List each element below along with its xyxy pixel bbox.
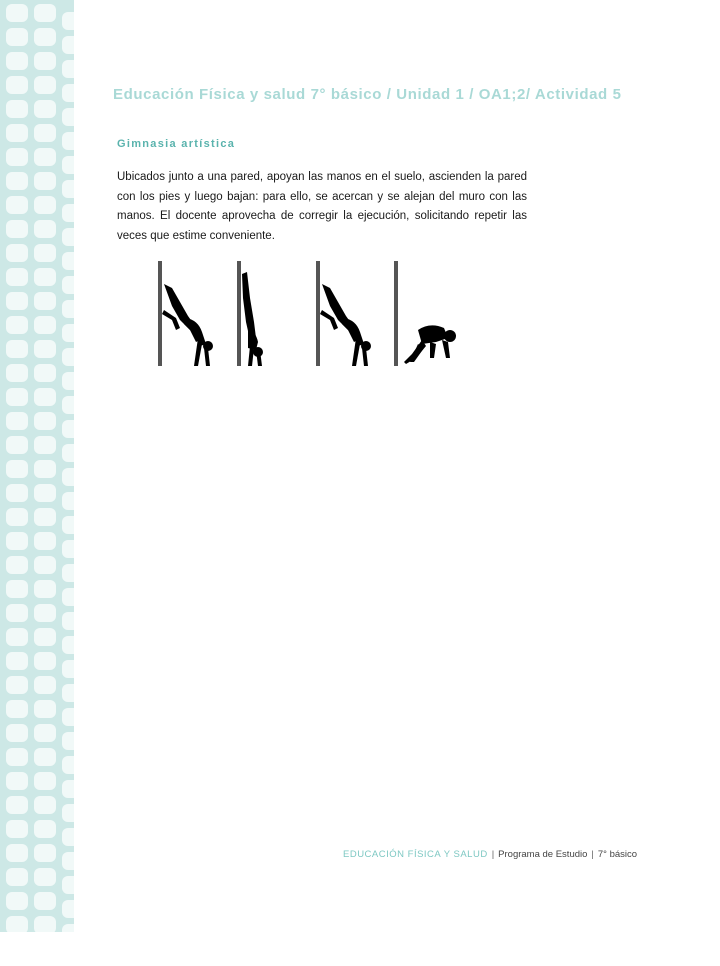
decorative-tile xyxy=(6,484,28,502)
decorative-tile xyxy=(34,220,56,238)
decorative-tile xyxy=(6,460,28,478)
decorative-tile xyxy=(62,924,84,942)
decorative-tile xyxy=(6,364,28,382)
decorative-tile xyxy=(6,244,28,262)
decorative-tile xyxy=(6,172,28,190)
decorative-tile xyxy=(62,636,84,654)
decorative-tile xyxy=(6,628,28,646)
decorative-tile xyxy=(34,316,56,334)
decorative-tile xyxy=(6,700,28,718)
decorative-tile xyxy=(62,276,84,294)
decorative-tile xyxy=(34,172,56,190)
decorative-tile xyxy=(34,460,56,478)
decorative-tile xyxy=(34,700,56,718)
decorative-tile xyxy=(62,372,84,390)
decorative-tile xyxy=(6,436,28,454)
decorative-tile xyxy=(34,676,56,694)
decorative-tile xyxy=(34,532,56,550)
decorative-tile xyxy=(6,796,28,814)
decorative-tile xyxy=(62,540,84,558)
decorative-tile xyxy=(6,772,28,790)
decorative-tile xyxy=(34,892,56,910)
decorative-tile xyxy=(62,900,84,918)
decorative-tile xyxy=(34,364,56,382)
decorative-tile xyxy=(34,28,56,46)
decorative-tile xyxy=(6,820,28,838)
decorative-tile xyxy=(34,652,56,670)
footer-subject: EDUCACIÓN FÍSICA Y SALUD xyxy=(343,849,488,860)
decorative-tile xyxy=(6,916,28,934)
decorative-tile xyxy=(34,148,56,166)
decorative-tile xyxy=(62,708,84,726)
decorative-tile xyxy=(62,732,84,750)
decorative-tile xyxy=(34,76,56,94)
decorative-tile xyxy=(34,844,56,862)
decorative-tile xyxy=(6,412,28,430)
decorative-tile xyxy=(6,148,28,166)
decorative-tile xyxy=(62,828,84,846)
gymnastics-illustration xyxy=(150,258,470,370)
decorative-tile xyxy=(6,388,28,406)
decorative-tile xyxy=(6,340,28,358)
decorative-tile xyxy=(62,444,84,462)
activity-description: Ubicados junto a una pared, apoyan las manos en el suelo, ascienden la pared con los pies y luego bajan: para ello, se acercan y se alejan del muro con las manos. El docente aprovecha de corregir la ejecución, solicitando repetir las veces que estime conveniente. xyxy=(117,171,527,242)
footer-grade: 7° básico xyxy=(597,849,638,860)
decorative-tile xyxy=(34,124,56,142)
wall-handstand-icon xyxy=(237,261,263,366)
decorative-tile xyxy=(6,76,28,94)
decorative-tile xyxy=(6,580,28,598)
decorative-tile xyxy=(62,468,84,486)
decorative-tile xyxy=(6,892,28,910)
decorative-tile xyxy=(34,292,56,310)
decorative-tile xyxy=(34,628,56,646)
decorative-tile xyxy=(6,268,28,286)
crouch-start-icon xyxy=(394,261,456,366)
decorative-tile xyxy=(6,844,28,862)
decorative-tile xyxy=(34,508,56,526)
decorative-tile xyxy=(62,348,84,366)
handstand-walk-up-icon xyxy=(158,261,213,366)
decorative-tile xyxy=(34,916,56,934)
decorative-tile xyxy=(34,484,56,502)
decorative-tile xyxy=(62,684,84,702)
decorative-tile xyxy=(34,748,56,766)
decorative-tile xyxy=(62,492,84,510)
decorative-tile xyxy=(62,588,84,606)
decorative-tile xyxy=(62,660,84,678)
handstand-walk-up-icon xyxy=(316,261,371,366)
decorative-tile xyxy=(62,324,84,342)
footer-program: Programa de Estudio xyxy=(498,849,588,860)
decorative-tile xyxy=(62,60,84,78)
decorative-tile xyxy=(34,340,56,358)
decorative-tile xyxy=(6,604,28,622)
decorative-tile xyxy=(62,756,84,774)
decorative-tile xyxy=(62,228,84,246)
decorative-tile xyxy=(34,4,56,22)
decorative-tile xyxy=(6,28,28,46)
decorative-tile xyxy=(62,156,84,174)
decorative-tile xyxy=(62,132,84,150)
footer-separator: | xyxy=(491,849,495,860)
decorative-tile xyxy=(62,12,84,30)
decorative-tile xyxy=(6,100,28,118)
decorative-tile xyxy=(34,724,56,742)
decorative-tile xyxy=(6,508,28,526)
decorative-tile xyxy=(6,868,28,886)
decorative-tile xyxy=(34,940,56,958)
decorative-tile xyxy=(62,396,84,414)
decorative-tile xyxy=(34,868,56,886)
decorative-tile xyxy=(6,724,28,742)
decorative-tile xyxy=(62,36,84,54)
decorative-tile xyxy=(34,388,56,406)
decorative-tile xyxy=(6,124,28,142)
decorative-tile xyxy=(62,420,84,438)
decorative-tile xyxy=(6,220,28,238)
decorative-tile xyxy=(34,52,56,70)
decorative-tile xyxy=(34,820,56,838)
decorative-tile xyxy=(62,300,84,318)
decorative-tile xyxy=(6,316,28,334)
decorative-tile xyxy=(6,940,28,958)
decorative-tile xyxy=(6,652,28,670)
decorative-tile xyxy=(62,804,84,822)
decorative-tile xyxy=(6,52,28,70)
decorative-tile xyxy=(6,556,28,574)
decorative-tile xyxy=(34,196,56,214)
page-footer xyxy=(343,849,637,860)
decorative-side-band xyxy=(0,0,74,932)
decorative-tile xyxy=(62,180,84,198)
decorative-tile xyxy=(34,100,56,118)
decorative-tile xyxy=(62,948,84,966)
decorative-tile xyxy=(6,196,28,214)
decorative-tile xyxy=(34,412,56,430)
decorative-tile xyxy=(62,852,84,870)
decorative-tile xyxy=(34,604,56,622)
decorative-tile xyxy=(62,516,84,534)
decorative-tile xyxy=(62,252,84,270)
decorative-tile xyxy=(62,564,84,582)
decorative-tile xyxy=(34,244,56,262)
decorative-tile xyxy=(34,556,56,574)
decorative-tile xyxy=(34,772,56,790)
footer-separator: | xyxy=(591,849,594,860)
decorative-tile xyxy=(62,876,84,894)
page-title: Educación Física y salud 7° básico / Unidad 1 / OA1;2/ Actividad 5 xyxy=(113,86,622,103)
decorative-tile xyxy=(62,780,84,798)
decorative-tile xyxy=(6,292,28,310)
section-title: Gimnasia artística xyxy=(117,138,236,150)
decorative-tile xyxy=(34,580,56,598)
decorative-tile xyxy=(34,796,56,814)
decorative-tile xyxy=(62,204,84,222)
decorative-tile xyxy=(62,108,84,126)
decorative-tile xyxy=(34,436,56,454)
decorative-tile xyxy=(6,676,28,694)
decorative-tile xyxy=(6,532,28,550)
decorative-tile xyxy=(6,4,28,22)
decorative-tile xyxy=(62,612,84,630)
decorative-tile xyxy=(6,748,28,766)
decorative-tile xyxy=(62,84,84,102)
decorative-tile xyxy=(34,268,56,286)
